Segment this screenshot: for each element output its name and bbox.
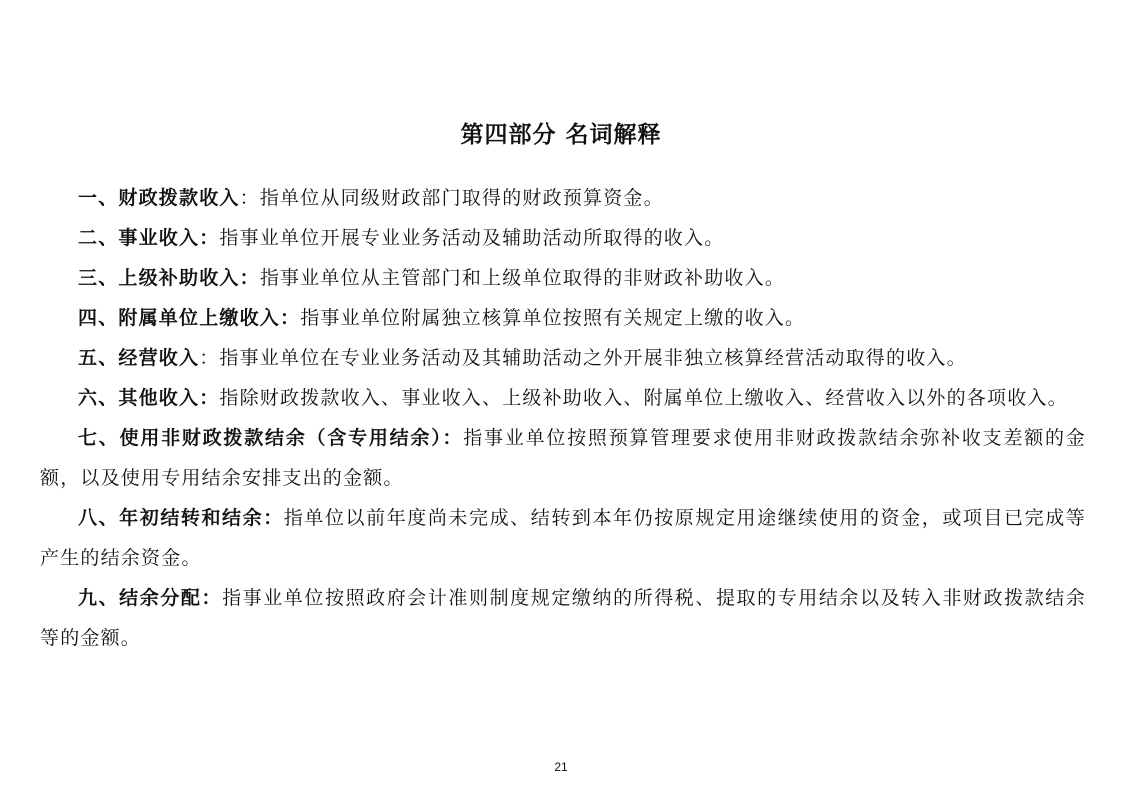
definition-item-8 — [40, 498, 1086, 578]
definition-text: ：指事业单位在专业业务活动及其辅助活动之外开展非独立核算经营活动取得的收入。 — [199, 347, 967, 369]
definition-item-1 — [40, 178, 1086, 218]
definition-term: 七、使用非财政拨款结余（含专用结余）： — [78, 427, 464, 449]
definition-item-3 — [40, 258, 1086, 298]
definition-text: ：指单位从同级财政部门取得的财政预算资金。 — [239, 187, 664, 209]
definition-item-7 — [40, 418, 1086, 498]
definition-term: 六、其他收入： — [78, 387, 220, 409]
definition-text: 指事业单位从主管部门和上级单位取得的非财政补助收入。 — [259, 267, 786, 289]
definition-text: 指事业单位按照政府会计准则制度规定缴纳的所得税、提取的专用结余以及转入非财政拨款结余等的金额。 — [40, 587, 1087, 649]
definition-text: 指单位以前年度尚未完成、结转到本年仍按原规定用途继续使用的资金，或项目已完成等产生的结余资金。 — [40, 507, 1086, 569]
definition-text: 指除财政拨款收入、事业收入、上级补助收入、附属单位上缴收入、经营收入以外的各项收入。 — [219, 387, 1068, 409]
definition-item-5 — [40, 338, 1086, 378]
definition-item-6 — [40, 378, 1086, 418]
definition-item-4 — [40, 298, 1086, 338]
definition-term: 三、上级补助收入： — [78, 267, 260, 289]
definition-term: 九、结余分配： — [78, 587, 223, 609]
definition-item-2 — [40, 218, 1086, 258]
definition-term: 四、附属单位上缴收入： — [78, 307, 301, 329]
definition-text: 指事业单位附属独立核算单位按照有关规定上缴的收入。 — [300, 307, 806, 329]
page-number: 21 — [554, 760, 568, 774]
definition-term: 一、财政拨款收入 — [78, 187, 240, 209]
definition-term: 五、经营收入 — [78, 347, 200, 369]
definition-text: 指事业单位开展专业业务活动及辅助活动所取得的收入。 — [219, 227, 725, 249]
definition-term: 二、事业收入： — [78, 227, 220, 249]
definitions-list — [40, 178, 1086, 658]
definition-term: 八、年初结转和结余： — [78, 507, 284, 529]
page-title: 第四部分 名词解释 — [460, 121, 662, 148]
definition-text: 指事业单位按照预算管理要求使用非财政拨款结余弥补收支差额的金额，以及使用专用结余安排支出的金额。 — [40, 427, 1086, 489]
definition-item-9 — [40, 578, 1086, 658]
